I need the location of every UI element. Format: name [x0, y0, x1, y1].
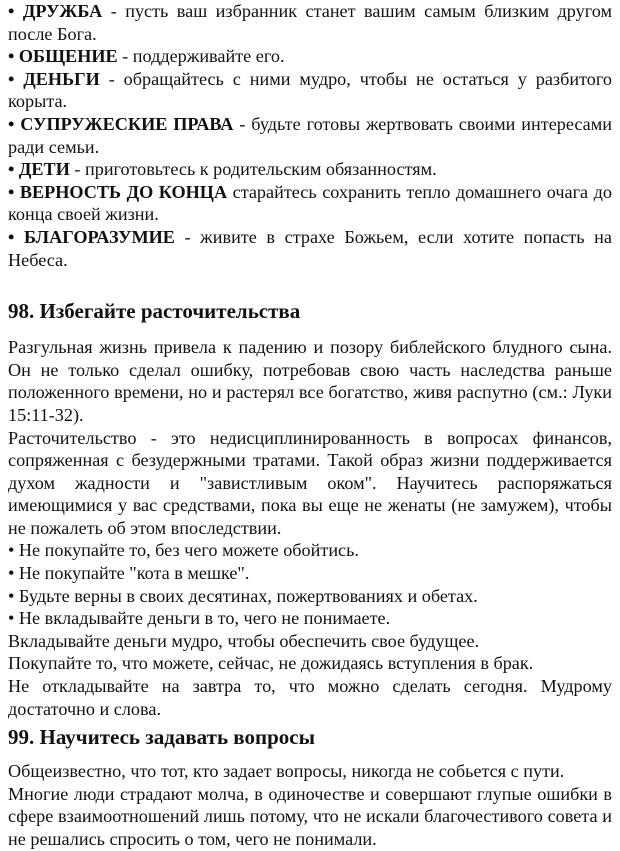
section-99-paragraph-1: Общеизвестно, что тот, кто задает вопросы, никогда не собьется с пути.: [8, 761, 565, 782]
list-term: • СУПРУЖЕСКИЕ ПРАВА: [8, 113, 234, 134]
list-term: • ОБЩЕНИЕ: [8, 46, 118, 67]
list-text: - пусть ваш избранник станет вашим самым близким другом после Бога.: [8, 1, 612, 44]
list-term: • ДЕТИ: [8, 159, 70, 180]
list-term: • ВЕРНОСТЬ ДО КОНЦА: [8, 181, 228, 202]
list-text: - поддерживайте его.: [117, 46, 285, 67]
intro-list: [8, 0, 612, 271]
list-item-communication: [8, 45, 612, 68]
section-98-bullet-3: • Будьте верны в своих десятинах, пожертвованиях и обетах.: [8, 585, 478, 606]
list-text: - будьте готовы жертвовать своими интересами ради семьи.: [8, 113, 612, 157]
section-98-line-3: Не откладывайте на завтра то, что можно сделать сегодня. Мудрому достаточно и слова.: [8, 676, 612, 719]
section-98-heading: 98. Избегайте расточительства: [8, 299, 301, 324]
list-term: • БЛАГОРАЗУМИЕ: [8, 226, 175, 247]
document-page: [8, 0, 612, 851]
section-98-bullet-2: • Не покупайте "кота в мешке".: [8, 563, 250, 584]
list-item-prudence: [8, 226, 612, 271]
section-98-bullet-4: • Не вкладывайте деньги в то, чего не понимаете.: [8, 608, 391, 629]
list-item-faithfulness: [8, 181, 612, 226]
list-term: • ДЕНЬГИ: [8, 68, 100, 89]
section-99-paragraph-2: Многие люди страдают молча, в одиночестве и совершают глупые ошибки в сфере взаимоотношений лишь потому, что не искали благочестивого совета и не решались спросить о том, чего не понимали.: [8, 783, 612, 849]
list-text: - приготовьтесь к родительским обязанностям.: [69, 159, 437, 180]
list-text: старайтесь сохранить тепло домашнего очага до конца своей жизни.: [8, 181, 612, 225]
list-item-marital-rights: [8, 113, 612, 158]
list-item-money: [8, 68, 612, 113]
list-text: - обращайтесь с ними мудро, чтобы не остаться у разбитого корыта.: [8, 68, 612, 112]
list-text: - живите в страхе Божьем, если хотите попасть на Небеса.: [8, 226, 612, 270]
section-98-line-1: Вкладывайте деньги мудро, чтобы обеспечить свое будущее.: [8, 630, 480, 651]
list-item-children: [8, 158, 612, 181]
section-98-paragraph-2: Расточительство - это недисциплинированность в вопросах финансов, сопряженная с безудержными тратами. Такой образ жизни поддерживается духом жадности и "завистливым оком". Научитесь распоряжаться имеющимися у вас средствами, пока вы еще не женаты (не замужем), чтобы не пожалеть об этом впоследствии.: [8, 427, 612, 538]
list-term: • ДРУЖБА: [8, 1, 103, 21]
section-98-bullet-1: • Не покупайте то, без чего можете обойтись.: [8, 540, 359, 561]
list-item-friendship: [8, 0, 612, 45]
section-99-heading: 99. Научитесь задавать вопросы: [8, 725, 316, 750]
section-98-line-2: Покупайте то, что можете, сейчас, не дожидаясь вступления в брак.: [8, 653, 534, 674]
section-98-paragraph-1: Разгульная жизнь привела к падению и позору библейского блудного сына. Он не только сделал ошибку, потребовав свою часть наследства раньше положенного времени, но и растерял все богатство, живя распутно (см.: Луки 15:11-32).: [8, 337, 612, 425]
